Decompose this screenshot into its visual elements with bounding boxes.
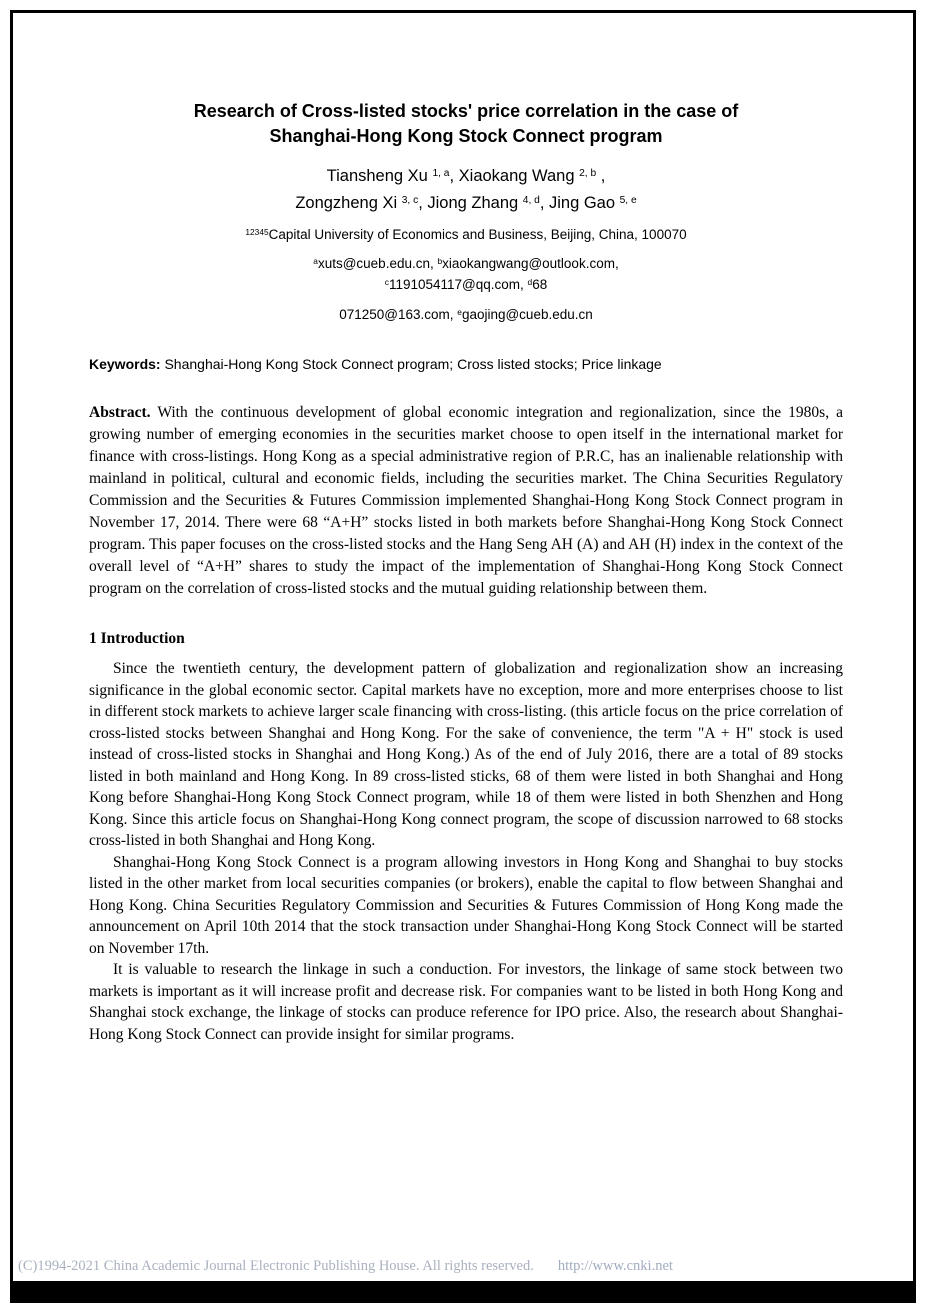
email-line-2 bbox=[89, 275, 843, 296]
abstract bbox=[89, 402, 843, 600]
author-affiliation-marker: 4, d bbox=[522, 195, 540, 207]
author-line-2 bbox=[89, 191, 843, 218]
affiliation-markers: 12345 bbox=[245, 227, 269, 238]
email-marker: e bbox=[457, 307, 462, 318]
paper-title-line-1: Research of Cross-listed stocks' price correlation in the case of bbox=[193, 101, 739, 121]
email-marker: d bbox=[527, 277, 533, 288]
paper-title-line-2: Shanghai-Hong Kong Stock Connect program bbox=[269, 126, 663, 146]
copyright-footer bbox=[13, 1258, 913, 1281]
abstract-label: Abstract. bbox=[89, 404, 151, 421]
keywords-label: Keywords: bbox=[89, 356, 161, 372]
intro-paragraph-3: It is valuable to research the linkage in such a conduction. For investors, the linkage of same stock between two markets is important as it will increase profit and decrease risk. For companies want to be listed in both Hong Kong and Shanghai stock exchange, the linkage of stocks can produce reference for IPO price. Also, the research about Shanghai-Hong Kong Stock Connect can provide insight for similar programs. bbox=[89, 961, 843, 1043]
author-affiliation-marker: 1, a bbox=[432, 168, 450, 180]
section-heading-introduction: 1 Introduction bbox=[89, 630, 185, 647]
affiliation-text: Capital University of Economics and Business, Beijing, China, 100070 bbox=[268, 227, 687, 242]
email-line-1 bbox=[89, 254, 843, 275]
keywords-text: Shanghai-Hong Kong Stock Connect program; Cross listed stocks; Price linkage bbox=[164, 356, 662, 372]
abstract-text: With the continuous development of global economic integration and regionalization, since the 1980s, a growing number of emerging economies in the securities market choose to open itself in the international market for finance with cross-listings. Hong Kong as a special administrative region of P.R.C, has an inalienable relationship with mainland in political, cultural and economic fields, including the securities market. The China Securities Regulatory Commission and the Securities & Futures Commission implemented Shanghai-Hong Kong Stock Connect program in November 17, 2014. There were 68 “A+H” stocks listed in both markets before Shanghai-Hong Kong Stock Connect program. This paper focuses on the cross-listed stocks and the Hang Seng AH (A) and AH (H) index in the context of the overall level of “A+H” shares to study the impact of the implementation of Shanghai-Hong Kong Stock Connect program on the correlation of cross-listed stocks and the mutual guiding relationship between them. bbox=[89, 404, 843, 597]
author-separator: , bbox=[596, 167, 606, 185]
author-name: , Jiong Zhang bbox=[418, 194, 523, 212]
email-address: xuts@cueb.edu.cn, bbox=[317, 256, 438, 271]
author-line-1 bbox=[89, 164, 843, 191]
intro-paragraph-1: Since the twentieth century, the development pattern of globalization and regionalization show an increasing significance in the global economic sector. Capital markets have no exception, more and more enterprises choose to list in different stock markets to achieve larger scale financing with cross-listing. (this article focus on the price correlation of cross-listed stocks between Shanghai and Hong Kong. For the sake of convenience, the term "A + H" stock is used instead of cross-listed stocks in Shanghai and Hong Kong.) As of the end of July 2016, there are a total of 89 stocks listed in both mainland and Hong Kong. In 89 cross-listed sticks, 68 of them were listed in both Shanghai and Hong Kong before Shanghai-Hong Kong Stock Connect program, while 18 of them were listed in both Shenzhen and Hong Kong. Since this article focus on Shanghai-Hong Kong connect program, the scope of discussion narrowed to 68 stocks cross-listed in both Shanghai and Hong Kong. bbox=[89, 660, 843, 849]
keywords-line bbox=[89, 356, 843, 372]
author-name: Zongzheng Xi bbox=[295, 194, 402, 212]
footer-url: http://www.cnki.net bbox=[557, 1258, 673, 1274]
author-name: Tiansheng Xu bbox=[326, 167, 433, 185]
email-line-3 bbox=[89, 305, 843, 326]
author-name: , Xiaokang Wang bbox=[449, 167, 580, 185]
author-affiliation-marker: 5, e bbox=[619, 195, 637, 207]
author-affiliation-marker: 3, c bbox=[401, 195, 419, 207]
paper-title bbox=[89, 99, 843, 149]
intro-paragraph-2: Shanghai-Hong Kong Stock Connect is a program allowing investors in Hong Kong and Shanghai to buy stocks listed in the other market from local securities companies (or brokers), enable the capital to flow between Shanghai and Hong Kong. China Securities Regulatory Commission and Securities & Futures Commission of Hong Kong made the announcement on April 10th 2014 that the stock transaction under Shanghai-Hong Kong Stock Connect will be started on November 17th. bbox=[89, 853, 843, 957]
email-marker: c bbox=[384, 277, 389, 288]
page-frame bbox=[10, 10, 916, 1303]
copyright-text: (C)1994-2021 China Academic Journal Electronic Publishing House. All rights reserved. bbox=[18, 1258, 534, 1274]
email-address: 071250@163.com, bbox=[339, 307, 458, 322]
email-address: 68 bbox=[532, 277, 548, 292]
email-marker: a bbox=[313, 256, 318, 267]
email-marker: b bbox=[437, 256, 443, 267]
author-list bbox=[89, 164, 843, 218]
author-name: , Jing Gao bbox=[539, 194, 620, 212]
email-address: gaojing@cueb.edu.cn bbox=[461, 307, 593, 322]
paper-content bbox=[13, 13, 913, 1258]
author-affiliation-marker: 2, b bbox=[579, 168, 597, 180]
author-emails bbox=[89, 254, 843, 326]
affiliation bbox=[89, 227, 843, 242]
email-address: xiaokangwang@outlook.com, bbox=[442, 256, 619, 271]
bottom-black-bar bbox=[13, 1281, 913, 1300]
email-address: 1191054117@qq.com, bbox=[388, 277, 528, 292]
